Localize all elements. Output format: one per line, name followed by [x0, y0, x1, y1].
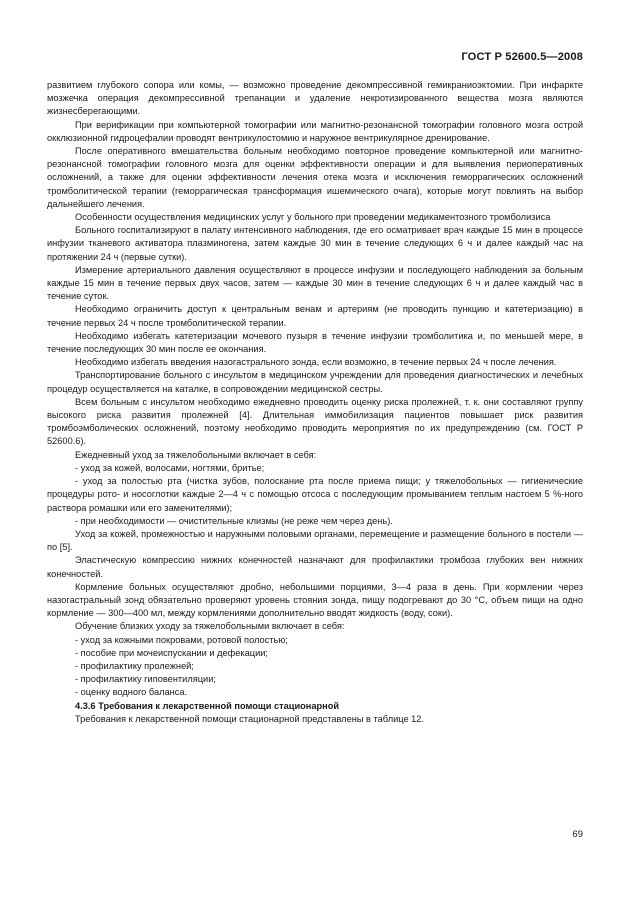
paragraph: Эластическую компрессию нижних конечностей назначают для профилактики тромбоза глубоких вен нижних конечностей.	[47, 555, 583, 579]
list-item: - уход за кожей, волосами, ногтями, бритье;	[75, 462, 265, 473]
page-number: 69	[572, 829, 583, 840]
list-item: - уход за полостью рта (чистка зубов, полоскание рта после приема пищи; у тяжелобольных — гигиенические процедуры рото- и носоглотки каждые 2—4 ч с помощью отсоса с последующим промыванием теплым настоем 5 %-ного раствора ромашки или его заменителями);	[47, 476, 583, 513]
paragraph: После оперативного вмешательства больным необходимо повторное проведение компьютерной или магнитно-резонансной томографии головного мозга для оценки эффективности операции и для выявления периоперативных осложнений, а также для оценки эффективности лечения отека мозга и исключения геморрагических осложнений тромболитической терапии (геморрагическая трансформация ишемического очага), которые могут повлиять на выбор дальнейшего лечения.	[47, 146, 583, 209]
paragraph: Необходимо избегать введения назогастрального зонда, если возможно, в течение первых 24 ч после лечения.	[75, 357, 557, 368]
page-content	[47, 79, 583, 726]
paragraph: Необходимо ограничить доступ к центральным венам и артериям (не проводить пункцию и катетеризацию) в течение первых 24 ч после тромболитической терапии.	[47, 304, 583, 328]
paragraph: Уход за кожей, промежностью и наружными половыми органами, перемещение и размещение больного в постели — по [5].	[47, 528, 583, 553]
paragraph: Больного госпитализируют в палату интенсивного наблюдения, где его осматривает врач каждые 15 мин в процессе инфузии тканевого активатора плазминогена, затем каждые 30 мин в течение следующих 6 ч и далее каждый час на протяжении 24 ч (первые сутки).	[47, 225, 583, 262]
list-item: - уход за кожными покровами, ротовой полостью;	[75, 634, 288, 645]
paragraph: Всем больным с инсультом необходимо ежедневно проводить оценку риска пролежней, т. к. они составляют группу высокого риска развития пролежней [4]. Длительная иммобилизация пациентов повышает риск развития тромбоэмболических осложнений, поэтому необходимо проводить мероприятия по их предупреждению (см. ГОСТ Р 52600.6).	[47, 396, 583, 447]
paragraph: развитием глубокого сопора или комы, — возможно проведение декомпрессивной гемикраниоэктомии. При инфаркте мозжечка операция декомпрессивной трепанации и удаление некротизированного вещества мозга являются жизнесберегающими.	[47, 80, 583, 117]
list-item: - при необходимости — очистительные клизмы (не реже чем через день).	[75, 515, 393, 526]
list-item: - оценку водного баланса.	[75, 687, 188, 698]
paragraph: Транспортирование больного с инсультом в медицинском учреждении для проведения диагностических и лечебных процедур осуществляется на каталке, в сопровождении медицинской сестры.	[47, 370, 583, 394]
paragraph: Особенности осуществления медицинских услуг у больного при проведении медикаментозного тромболизиса	[75, 212, 551, 223]
paragraph: Ежедневный уход за тяжелобольными включает в себя:	[75, 449, 317, 460]
paragraph: Кормление больных осуществляют дробно, небольшими порциями, 3—4 раза в день. При кормлении через назогастральный зонд обязательно проверяют уровень стояния зонда, пищу подогревают до 30 °С, объем пищи на одно кормление — 300—400 мл, между кормлениями дополнительно вводят жидкость (воду, соки).	[47, 581, 583, 619]
paragraph: Обучение близких уходу за тяжелобольными включает в себя:	[75, 621, 345, 632]
page-header: ГОСТ Р 52600.5—2008	[461, 51, 583, 63]
paragraph: Требования к лекарственной помощи стационарной представлены в таблице 12.	[75, 713, 425, 724]
list-item: - профилактику пролежней;	[75, 660, 194, 671]
section-heading: 4.3.6 Требования к лекарственной помощи стационарной	[75, 700, 340, 711]
list-item: - пособие при мочеиспускании и дефекации;	[75, 647, 268, 658]
paragraph: При верификации при компьютерной томографии или магнитно-резонансной томографии головного мозга острой окклюзионной гидроцефалии проводят вентрикулостомию и наружное вентрикулярное дренирование.	[47, 119, 583, 143]
paragraph: Измерение артериального давления осуществляют в процессе инфузии и последующего наблюдения за больным каждые 15 мин в течение первых двух часов, затем — каждые 30 мин в течение следующих 6 ч и далее каждый час в течение суток.	[47, 264, 583, 302]
list-item: - профилактику гиповентиляции;	[75, 674, 216, 685]
paragraph: Необходимо избегать катетеризации мочевого пузыря в течение инфузии тромболитика и, по меньшей мере, в течение последующих 30 мин после ее окончания.	[47, 330, 583, 355]
